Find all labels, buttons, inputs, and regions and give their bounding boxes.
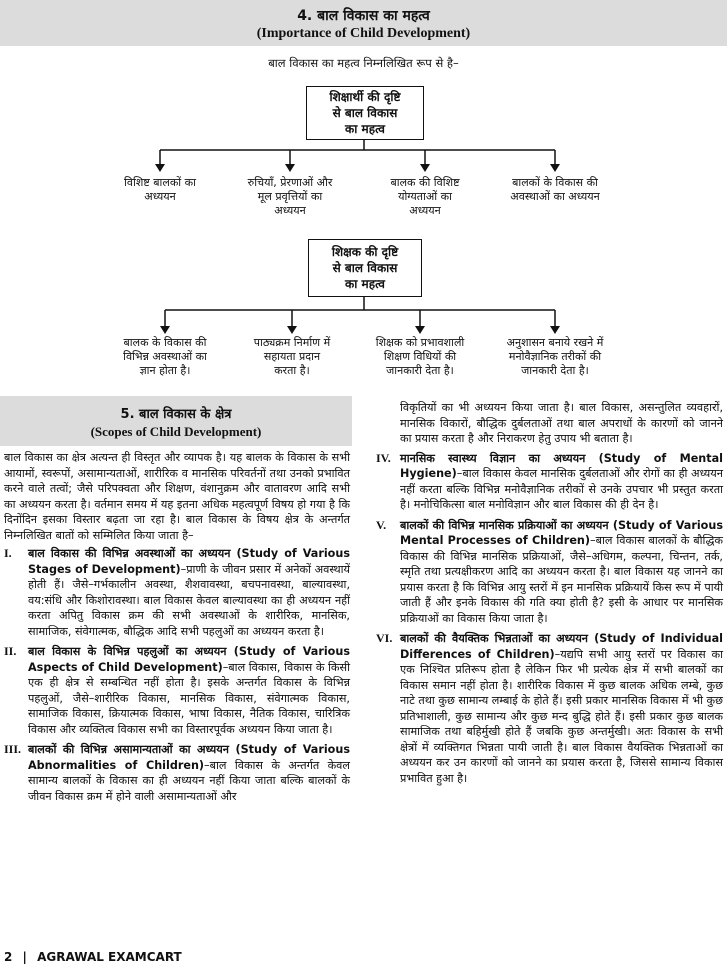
item-number: I. bbox=[4, 546, 12, 560]
item-heading: बाल विकास के विभिन्न पहलुओं का अध्ययन (Study of Various Aspects of Child Development) bbox=[28, 645, 350, 674]
leaf-line: शिक्षण विधियों की bbox=[383, 350, 457, 363]
leaf-line: बालकों के विकास की bbox=[512, 176, 598, 189]
diagram2-leaf bbox=[227, 336, 357, 378]
item-body: –बाल विकास केवल मानसिक दुर्बलताओं और रोगों का ही अध्ययन नहीं करता बल्कि विभिन्न मनोवैज्ञानिक तरीकों से उनके उपचार भी प्रस्तुत करता है। मनोचिकित्सा बाल मनोविज्ञान और बाल विकास की ही देन है। bbox=[400, 467, 723, 511]
leaf-line: जानकारी देता है। bbox=[386, 364, 454, 377]
diagram2-leaf bbox=[480, 336, 630, 378]
leaf-line: अध्ययन bbox=[144, 190, 176, 203]
brand-name: AGRAWAL EXAMCART bbox=[37, 950, 182, 964]
left-column bbox=[4, 450, 350, 804]
item-text bbox=[400, 451, 723, 513]
scope-item bbox=[4, 644, 350, 737]
item-body: –प्राणी के जीवन प्रसार में अनेकों अवस्थायें होती हैं। जैसे–गर्भकालीन अवस्था, शैशवावस्था, बचपनावस्था, बाल्यावस्था, वय:संधि और किशोरावस्था। बाल विकास केवल बाल्यावस्था का ही अध्ययन नहीं करता अपितु विकास क्रम की सभी अवस्थाओं के शारीरिक, मानसिक, सामाजिक, संवेगात्मक, बौद्धिक आदि सभी पहलुओं का अध्ययन करता है। bbox=[28, 562, 350, 638]
diagram2-root-line3: का महत्व bbox=[345, 277, 385, 291]
leaf-line: अवस्थाओं का अध्ययन bbox=[510, 190, 600, 203]
page-footer bbox=[4, 950, 182, 964]
diagram1-leaf bbox=[360, 176, 490, 218]
leaf-line: सहायता प्रदान bbox=[263, 350, 321, 363]
leaf-line: बालक की विशिष्ट bbox=[390, 176, 460, 189]
diagram2-leaf bbox=[95, 336, 235, 378]
diagram1-root-line1: शिक्षार्थी की दृष्टि bbox=[329, 90, 401, 104]
diagram1-root-line3: का महत्व bbox=[345, 122, 385, 136]
item-text bbox=[400, 518, 723, 627]
item-body: –यद्यपि सभी आयु स्तरों पर विकास का एक निश्चित प्रतिरूप होता है लेकिन फिर भी प्रत्येक क्षेत्र में सभी बालकों का विकास समान नहीं होता है। शारीरिक विकास में कुछ बालक अधिक लम्बे, कुछ नाटे तथा कुछ सामान्य लम्बाई के होते हैं। इसी प्रकार मानसिक विकास में भी कुछ प्रतिभाशाली, कुछ सामान्य और कुछ मन्द बुद्धि होते हैं। इसी प्रकार कुछ बालक सामाजिक तथा बहिर्मुखी होते हैं जबकि कुछ अन्तर्मुखी। अतः विकास के सभी क्षेत्रों में व्यक्तिगत भिन्नता पायी जाती है। बाल विकास वैयक्तिक भिन्नताओं का अध्ययन कर उन कारणों को जानने का प्रयास करता है, जिससे सामान्य विकास प्रभावित हुआ है। bbox=[400, 647, 723, 785]
item-text bbox=[28, 742, 350, 804]
leaf-line: विशिष्ट बालकों का bbox=[124, 176, 196, 189]
section5-intro: बाल विकास का क्षेत्र अत्यन्त ही विस्तृत और व्यापक है। यह बालक के विकास के सभी आयामों, स्वरूपों, असामान्यताओं, शारीरिक व मानसिक परिवर्तनों तथा उनको प्रभावित करने वाले तत्वों; जैसे परिपक्वता और शिक्षण, वंशानुक्रम और वातावरण आदि सभी का अध्ययन करता है। वर्तमान समय में यह इतना अधिक महत्वपूर्ण विषय हो गया है कि दिनोंदिन इसका विस्तार बढ़ता जा रहा है। बाल विकास के विषय क्षेत्र के अन्तर्गत निम्नलिखित बातों को सम्मिलित किया जाता है– bbox=[4, 451, 350, 542]
leaf-line: रुचियाँ, प्रेरणाओं और bbox=[247, 176, 333, 189]
item-text bbox=[28, 546, 350, 639]
diagram2-root-line2: से बाल विकास bbox=[332, 261, 398, 275]
section5-subtitle: (Scopes of Child Development) bbox=[90, 424, 262, 439]
item-number: V. bbox=[376, 517, 387, 532]
continuation-text: विकृतियों का भी अध्ययन किया जाता है। बाल विकास, असन्तुलित व्यवहारों, मानसिक विकारों, बौद्धिक दुर्बलताओं तथा बाल अपराधों के कारणों को जानने का प्रयास करता है और निराकरण हेतु उपाय भी बताता है। bbox=[400, 401, 723, 445]
item-heading: बालकों की विभिन्न असामान्यताओं का अध्ययन (Study of Various Abnormalities of Children) bbox=[28, 743, 350, 772]
leaf-line: शिक्षक को प्रभावशाली bbox=[375, 336, 465, 349]
leaf-line: अध्ययन bbox=[409, 204, 441, 217]
diagram2-root-line1: शिक्षक की दृष्टि bbox=[331, 245, 399, 259]
leaf-line: ज्ञान होता है। bbox=[139, 364, 191, 377]
item-text bbox=[28, 644, 350, 737]
leaf-line: बालक के विकास की bbox=[123, 336, 207, 349]
item-body: –बाल विकास, विकास के किसी एक ही क्षेत्र से सम्बन्धित नहीं होता है। इसके अन्तर्गत विकास के विभिन्न पहलुओं, जैसे–शारीरिक विकास, मानसिक विकास, संवेगात्मक विकास, सामाजिक विकास, क्रियात्मक विकास, भाषा विकास, नैतिक विकास, चारित्रिक विकास और व्यक्तित्व विकास सभी का विस्तारपूर्वक अध्ययन किया जाता है। bbox=[28, 660, 350, 736]
diagram2-leaf bbox=[350, 336, 490, 378]
right-column bbox=[376, 400, 723, 786]
leaf-line: मूल प्रवृत्तियों का bbox=[257, 190, 323, 203]
leaf-line: पाठ्यक्रम निर्माण में bbox=[253, 336, 331, 349]
item-heading: बालकों की विभिन्न मानसिक प्रक्रियाओं का अध्ययन (Study of Various Mental Processes of Children) bbox=[400, 518, 723, 547]
item-number: III. bbox=[4, 742, 22, 756]
item-text bbox=[400, 631, 723, 786]
diagram1-leaf bbox=[95, 176, 225, 204]
leaf-line: करता है। bbox=[274, 364, 310, 377]
scope-item bbox=[376, 451, 723, 513]
section5-title: 5. बाल विकास के क्षेत्र bbox=[120, 407, 232, 422]
diagram1-root-box bbox=[306, 86, 424, 140]
item-number: II. bbox=[4, 644, 17, 658]
page-number: 2 bbox=[4, 950, 13, 964]
item-body: –बाल विकास बालकों के बौद्धिक विकास की विभिन्न मानसिक प्रक्रियाओं, जैसे–अधिगम, कल्पना, चिन्तन, तर्क, स्मृति तथा प्रत्यक्षीकरण आदि का अध्ययन करता है। बाल विकास यह जानने का प्रयास करता है कि विभिन्न आयु स्तरों में इन मानसिक प्रक्रियायें किस रूप में पायी जाती हैं और इनके विकास की गति क्या होती है? इसी के आधार पर मानसिक प्रक्रियाओं का विकास किया जाता है। bbox=[400, 534, 723, 625]
section-title: 4. बाल विकास का महत्व bbox=[297, 8, 430, 24]
leaf-line: मनोवैज्ञानिक तरीकों की bbox=[508, 350, 602, 363]
leaf-line: जानकारी देता है। bbox=[521, 364, 589, 377]
item-body: –बाल विकास के अन्तर्गत केवल सामान्य बालकों के विकास का ही अध्ययन नहीं किया जाता बल्कि बालकों के जीवन विकास क्रम में होने वाली असामान्यताओं और bbox=[28, 758, 350, 803]
leaf-line: अनुशासन बनाये रखने में bbox=[506, 336, 604, 349]
scope-item bbox=[4, 742, 350, 804]
diagram1-leaf bbox=[485, 176, 625, 204]
intro-line: बाल विकास का महत्व निम्नलिखित रूप से है– bbox=[268, 56, 459, 70]
diagram1-root-line2: से बाल विकास bbox=[332, 106, 398, 120]
scope-item bbox=[376, 631, 723, 786]
leaf-line: अध्ययन bbox=[274, 204, 306, 217]
scope-item bbox=[4, 546, 350, 639]
item-heading: बालकों की वैयक्तिक भिन्नताओं का अध्ययन (Study of Individual Differences of Children) bbox=[400, 632, 723, 661]
footer-divider: | bbox=[22, 950, 27, 964]
item-number: VI. bbox=[376, 631, 393, 645]
diagram1-leaf bbox=[215, 176, 365, 218]
section-subtitle: (Importance of Child Development) bbox=[256, 26, 471, 41]
leaf-line: योग्यताओं का bbox=[398, 190, 452, 203]
leaf-line: विभिन्न अवस्थाओं का bbox=[123, 350, 207, 363]
diagram2-root-box bbox=[308, 239, 422, 297]
item-heading: मानसिक स्वास्थ्य विज्ञान का अध्ययन (Study of Mental Hygiene) bbox=[400, 451, 723, 480]
scope-item bbox=[376, 518, 723, 627]
item-number: IV. bbox=[376, 450, 391, 465]
item-heading: बाल विकास की विभिन्न अवस्थाओं का अध्ययन (Study of Various Stages of Development) bbox=[28, 547, 350, 576]
